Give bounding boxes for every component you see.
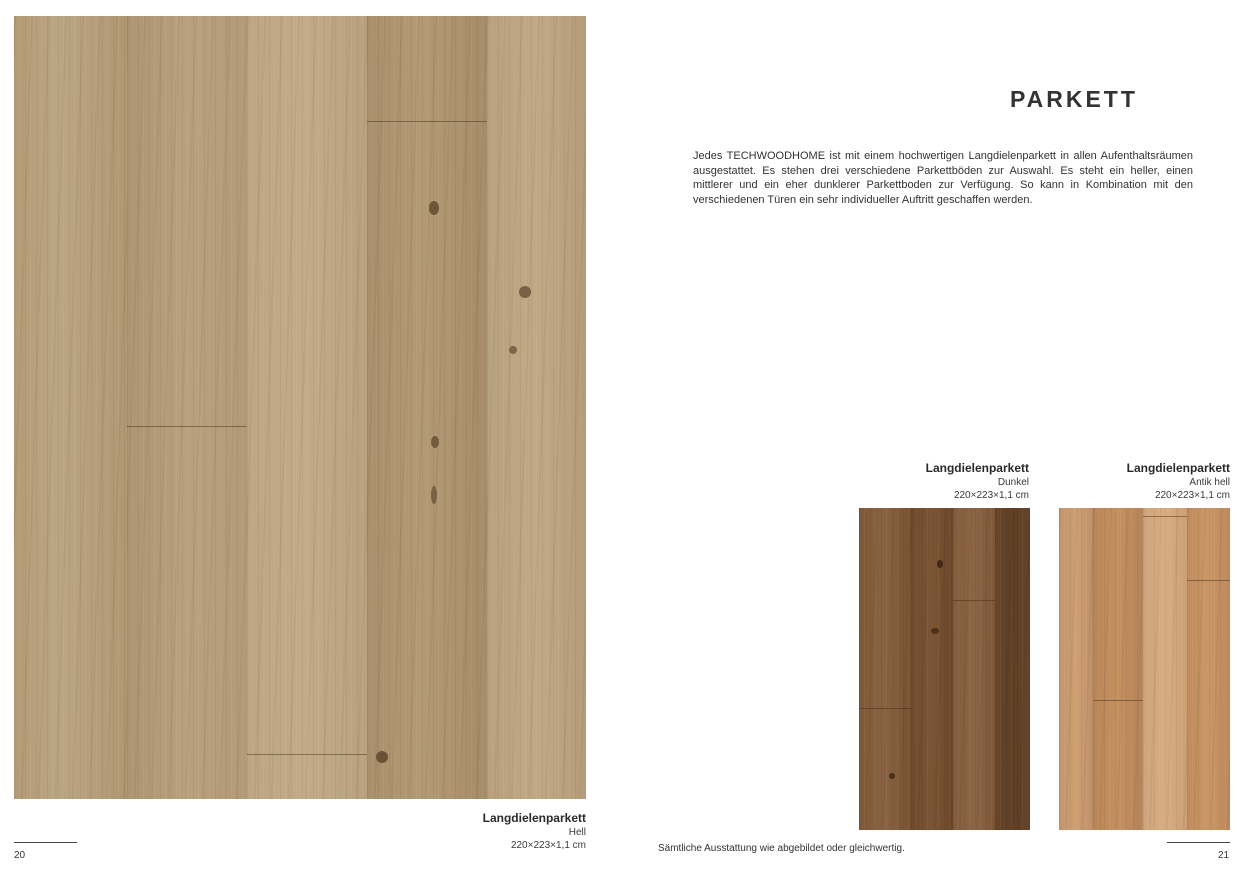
left-page xyxy=(0,0,621,870)
caption-title: Langdielenparkett xyxy=(925,461,1029,475)
intro-text: Jedes TECHWOODHOME ist mit einem hochwertigen Langdielenparkett in allen Aufenthaltsräumen ausgestattet. Es stehen drei verschiedene Parkettböden zur Auswahl. Es steht ein heller, einen mittlerer und ein eher dunklerer Parkettboden zur Verfügung. So kann in Kombination mit den verschiedenen Türen ein sehr individueller Auftritt geschaffen werden. xyxy=(693,150,1193,206)
caption-variant: Hell xyxy=(568,827,586,838)
right-page xyxy=(621,0,1243,870)
caption-variant: Dunkel xyxy=(997,477,1029,488)
caption-title: Langdielenparkett xyxy=(482,811,586,825)
caption-dunkel xyxy=(829,461,1029,502)
parquet-photo-antik-hell xyxy=(1059,508,1230,830)
footnote: Sämtliche Ausstattung wie abgebildet oder gleichwertig. xyxy=(658,843,905,854)
caption-antik-hell xyxy=(1030,461,1230,502)
caption-title: Langdielenparkett xyxy=(1126,461,1230,475)
caption-dimensions: 220×223×1,1 cm xyxy=(510,840,586,851)
page-rule-right xyxy=(1167,842,1230,843)
page-number-left: 20 xyxy=(14,850,26,861)
page-rule-left xyxy=(14,842,77,843)
page-number-right: 21 xyxy=(1218,850,1230,861)
caption-hell xyxy=(386,811,586,852)
page-title: PARKETT xyxy=(1010,86,1138,112)
parquet-photo-dunkel xyxy=(859,508,1030,830)
caption-dimensions: 220×223×1,1 cm xyxy=(953,490,1029,501)
caption-dimensions: 220×223×1,1 cm xyxy=(1154,490,1230,501)
caption-variant: Antik hell xyxy=(1189,477,1230,488)
parquet-photo-hell xyxy=(14,16,586,799)
